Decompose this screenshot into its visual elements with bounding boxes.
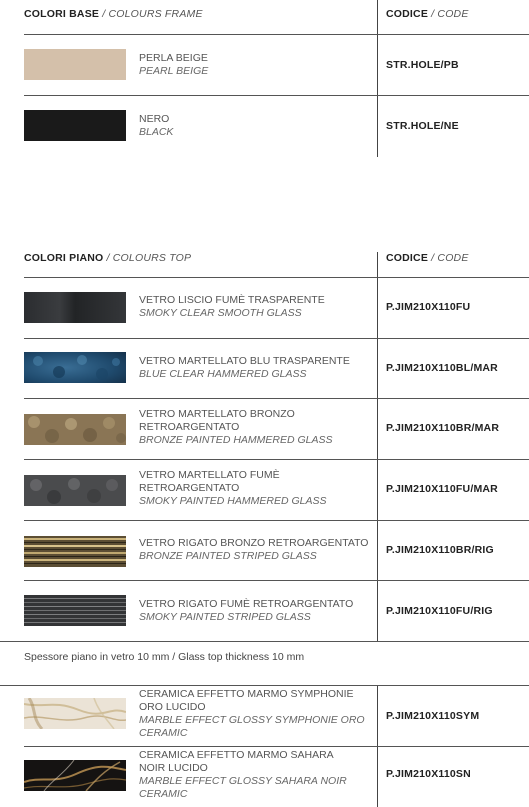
frame-row-names <box>139 113 173 139</box>
ceramic-row <box>0 747 529 807</box>
colour-name-en: SMOKY CLEAR SMOOTH GLASS <box>139 307 302 319</box>
black-swatch <box>24 110 126 141</box>
colour-name-it: VETRO MARTELLATO BRONZO RETROARGENTATO <box>139 408 295 433</box>
colour-name-en: BLUE CLEAR HAMMERED GLASS <box>139 368 307 380</box>
colour-name-it: PERLA BEIGE <box>139 52 208 64</box>
colour-name-it: VETRO RIGATO FUMÈ RETROARGENTATO <box>139 598 354 610</box>
colour-name-it: VETRO RIGATO BRONZO RETROARGENTATO <box>139 537 369 549</box>
smoky-striped-swatch <box>24 595 126 626</box>
glass-thickness-note: Spessore piano in vetro 10 mm / Glass top thickness 10 mm <box>24 651 305 663</box>
colour-name-it: VETRO MARTELLATO FUMÈ RETROARGENTATO <box>139 469 280 494</box>
frame-code-header <box>386 8 469 20</box>
blue-hammered-swatch <box>24 352 126 383</box>
top-row-names <box>139 537 368 563</box>
colour-name-en: MARBLE EFFECT GLOSSY SAHARA NOIR CERAMIC <box>139 775 347 800</box>
smoky-smooth-swatch <box>24 292 126 323</box>
top-row <box>0 521 529 580</box>
note-top-rule <box>0 641 529 642</box>
frame-code-header-title: CODICE <box>386 8 429 20</box>
colour-name-it: NERO <box>139 113 170 125</box>
top-header-subtitle: / COLOURS TOP <box>106 252 192 264</box>
ceramic-row <box>0 686 529 746</box>
colour-name-en: BLACK <box>139 126 174 138</box>
top-code-header <box>386 252 469 264</box>
top-row <box>0 339 529 398</box>
colour-name-en: BRONZE PAINTED HAMMERED GLASS <box>139 434 333 446</box>
top-row-names <box>139 355 350 381</box>
frame-header-title: COLORI BASE <box>24 8 100 20</box>
frame-code-header-subtitle: / CODE <box>431 8 469 20</box>
frame-header-subtitle: / COLOURS FRAME <box>102 8 203 20</box>
frame-header <box>24 8 203 20</box>
top-header-title: COLORI PIANO <box>24 252 104 264</box>
marble-sahara-swatch <box>24 760 126 791</box>
product-code: STR.HOLE/NE <box>386 120 459 132</box>
colour-name-it: VETRO LISCIO FUMÈ TRASPARENTE <box>139 294 325 306</box>
product-code: P.JIM210X110BR/RIG <box>386 544 494 556</box>
product-code: P.JIM210X110FU/MAR <box>386 483 498 495</box>
top-code-header-subtitle: / CODE <box>431 252 469 264</box>
top-header <box>24 252 191 264</box>
bronze-hammered-swatch <box>24 414 126 445</box>
top-row-names <box>139 294 325 320</box>
bronze-striped-swatch <box>24 536 126 567</box>
ceramic-row-names <box>139 749 364 801</box>
colour-name-en: SMOKY PAINTED STRIPED GLASS <box>139 611 311 623</box>
product-code: P.JIM210X110FU/RIG <box>386 605 493 617</box>
product-code: P.JIM210X110BR/MAR <box>386 422 500 434</box>
top-row <box>0 278 529 338</box>
top-row <box>0 581 529 641</box>
colour-name-en: PEARL BEIGE <box>139 65 209 77</box>
colour-name-it: VETRO MARTELLATO BLU TRASPARENTE <box>139 355 350 367</box>
marble-symphonie-swatch <box>24 698 126 729</box>
top-row <box>0 460 529 520</box>
colour-name-en: MARBLE EFFECT GLOSSY SYMPHONIE ORO CERAMIC <box>139 714 365 739</box>
top-row-names <box>139 598 353 624</box>
colour-name-it: CERAMICA EFFETTO MARMO SAHARA NOIR LUCIDO <box>139 749 334 774</box>
frame-row <box>0 35 529 95</box>
product-code: P.JIM210X110BL/MAR <box>386 362 498 374</box>
colour-name-it: CERAMICA EFFETTO MARMO SYMPHONIE ORO LUCIDO <box>139 688 354 713</box>
product-code: STR.HOLE/PB <box>386 59 459 71</box>
smoky-hammered-swatch <box>24 475 126 506</box>
frame-row <box>0 96 529 157</box>
ceramic-row-names <box>139 688 371 740</box>
top-colours-header <box>0 244 529 278</box>
top-row-names <box>139 469 326 508</box>
top-row-names <box>139 408 333 447</box>
product-code: P.JIM210X110FU <box>386 301 471 313</box>
frame-row-names <box>139 52 208 78</box>
pearl-beige-swatch <box>24 49 126 80</box>
colour-name-en: SMOKY PAINTED HAMMERED GLASS <box>139 495 327 507</box>
top-code-header-title: CODICE <box>386 252 429 264</box>
product-code: P.JIM210X110SN <box>386 768 471 780</box>
top-row <box>0 399 529 459</box>
colour-name-en: BRONZE PAINTED STRIPED GLASS <box>139 550 317 562</box>
product-code: P.JIM210X110SYM <box>386 710 480 722</box>
